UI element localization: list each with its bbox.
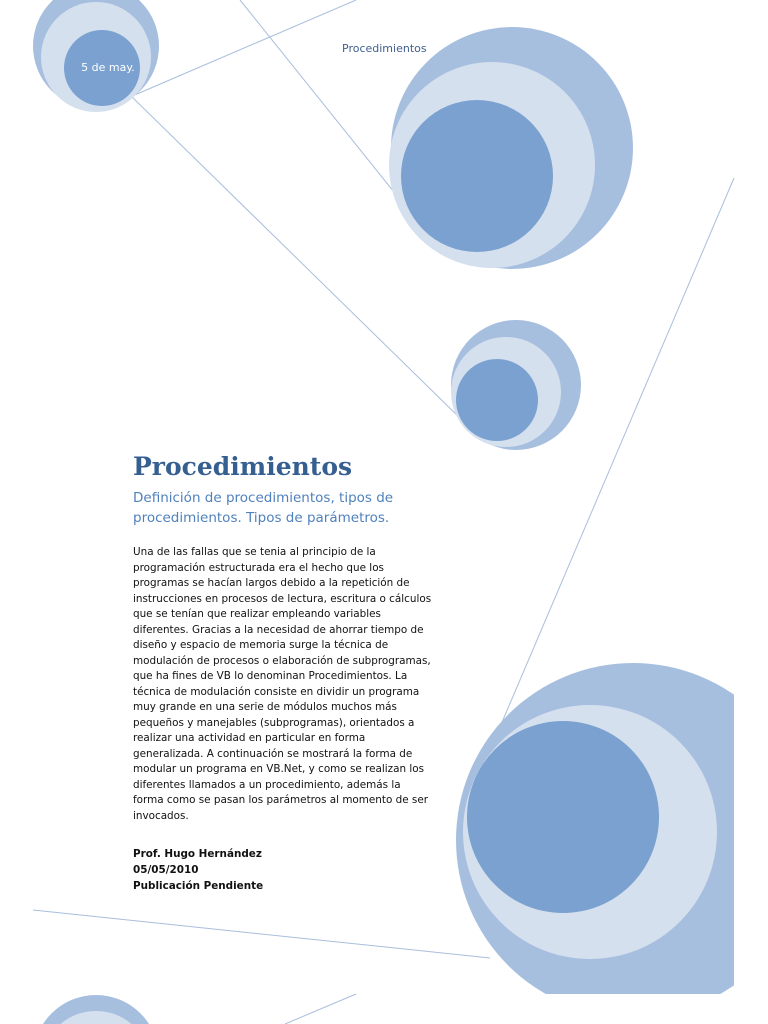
title-block [133,450,433,528]
decor-line [130,0,356,97]
decor-line [33,910,490,958]
decor-circle [467,721,659,913]
decor-circle [401,100,553,252]
circle-group-middle [451,320,581,450]
circle-group-bottom-left [33,995,159,1024]
circle-group-top-left [33,0,159,112]
document-subtitle: Definición de procedimientos, tipos de procedimientos. Tipos de parámetros. [133,490,394,526]
publication-status: Publicación Pendiente [133,880,264,892]
document-title: Procedimientos [133,452,353,481]
decor-line [285,994,356,1024]
date-label: 5 de may. [81,61,135,74]
decor-circle [456,359,538,441]
author-block [133,846,433,894]
decor-line [240,0,410,212]
circle-group-bottom-right [456,663,768,1017]
publication-date: 05/05/2010 [133,864,199,876]
abstract-paragraph: Una de las fallas que se tenia al principio de la programación estructurada era el hecho que los programas se hacían largos debido a la repetición de instrucciones en procesos de lectura, escritura o cálculos que se tenían que realizar empleando variables diferentes. Gracias a la necesidad de ahorrar tiempo de diseño y espacio de memoria surge la técnica de modulación de procesos o elaboración de subprogramas, que ha fines de VB lo denominan Procedimientos. La técnica de modulación consiste en dividir un programa muy grande en una serie de módulos muchos más pequeños y manejables (subprogramas), orientados a realizar una actividad en particular en forma generalizada. A continuación se mostrará la forma de modular un programa en VB.Net, y como se realizan los diferentes llamados a un procedimiento, además la forma como se pasan los parámetros al momento de ser invocados. [133,546,432,822]
author-name: Prof. Hugo Hernández [133,848,262,860]
running-header: Procedimientos [342,42,427,55]
circle-group-top-right [389,27,633,269]
